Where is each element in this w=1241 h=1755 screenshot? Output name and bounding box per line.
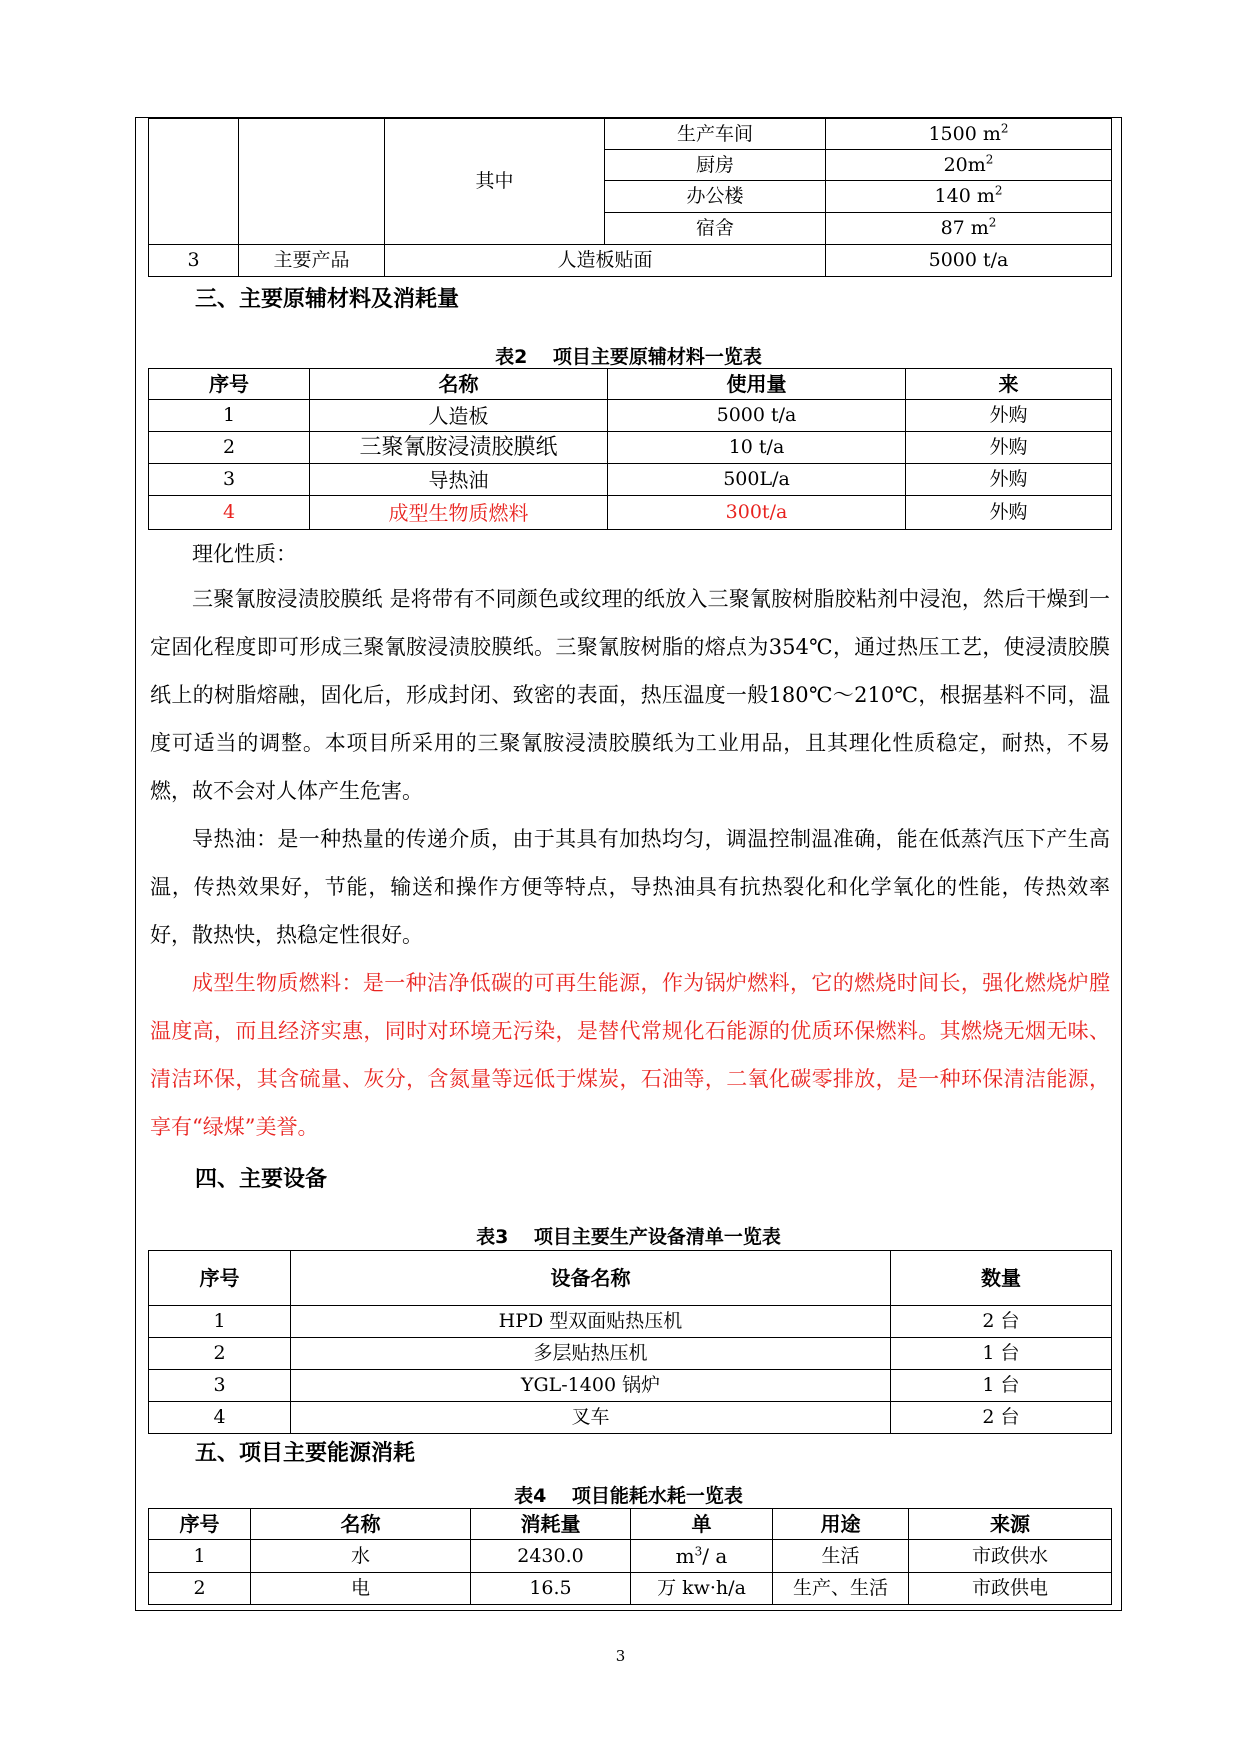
- table-header: 用途: [773, 1509, 909, 1540]
- table-cell: 5000 t/a: [608, 400, 906, 432]
- table-header: 序号: [149, 369, 310, 400]
- table-cell: YGL-1400 锅炉: [291, 1370, 891, 1402]
- page-number: 3: [615, 1647, 626, 1665]
- table-header: 使用量: [608, 369, 906, 400]
- table-cell: 140 $m^2$: [826, 181, 1112, 213]
- table-cell: 生产车间: [605, 119, 826, 150]
- table-cell: 2: [149, 432, 310, 464]
- table-cell: 500L/a: [608, 464, 906, 496]
- table-cell: 办公楼: [605, 181, 826, 213]
- properties-label: 理化性质：: [192, 542, 297, 566]
- table-header: 序号: [149, 1251, 291, 1306]
- table-cell: 成型生物质燃料: [310, 496, 608, 530]
- table-cell: [239, 119, 385, 245]
- table-cell: 4: [149, 1402, 291, 1434]
- equipment-table: [148, 1250, 1112, 1434]
- table-cell: 3: [149, 245, 239, 277]
- table-cell: HPD 型双面贴热压机: [291, 1306, 891, 1338]
- table-cell: 10 t/a: [608, 432, 906, 464]
- table-header: 设备名称: [291, 1251, 891, 1306]
- table-cell: 1: [149, 400, 310, 432]
- table-cell: 外购: [906, 400, 1112, 432]
- table-cell: $20m^2$: [826, 150, 1112, 181]
- table-cell: 1: [149, 1540, 251, 1573]
- table-cell: 水: [251, 1540, 471, 1573]
- table-cell: 1 台: [891, 1338, 1112, 1370]
- table-cell: 外购: [906, 496, 1112, 530]
- table-cell: 2: [149, 1338, 291, 1370]
- table-cell: 2 台: [891, 1306, 1112, 1338]
- table-cell: 1500 $m^2$: [826, 119, 1112, 150]
- table-header: 数量: [891, 1251, 1112, 1306]
- section-heading: 三、主要原辅材料及消耗量: [195, 287, 460, 312]
- table-cell: 人造板: [310, 400, 608, 432]
- table-cell: 16.5: [471, 1573, 631, 1605]
- table-cell: 87 $m^2$: [826, 213, 1112, 245]
- thermal-oil-paragraph: 导热油：是一种热量的传递介质，由于其具有加热均匀，调温控制温准确，能在低蒸汽压下产生高温，传热效果好，节能，输送和操作方便等特点，导热油具有抗热裂化和化学氧化的性能，传热效率好，散热快，热稳定性很好。: [150, 827, 1110, 947]
- table-cell: $m^3/$ a: [631, 1540, 773, 1573]
- table-cell: 多层贴热压机: [291, 1338, 891, 1370]
- table-cell: 外购: [906, 464, 1112, 496]
- table-cell: 市政供电: [909, 1573, 1112, 1605]
- table-cell: 宿舍: [605, 213, 826, 245]
- table-cell: 人造板贴面: [385, 245, 826, 277]
- table-caption: 表4 项目能耗水耗一览表: [514, 1485, 743, 1507]
- table-cell: 电: [251, 1573, 471, 1605]
- table-header: 名称: [310, 369, 608, 400]
- table-cell: 5000 t/a: [826, 245, 1112, 277]
- table-cell: 4: [149, 496, 310, 530]
- table-cell: 生活: [773, 1540, 909, 1573]
- table-cell: 3: [149, 464, 310, 496]
- table-caption: 表3 项目主要生产设备清单一览表: [476, 1226, 781, 1248]
- table-cell: 3: [149, 1370, 291, 1402]
- table-header: 名称: [251, 1509, 471, 1540]
- melamine-paragraph: 三聚氰胺浸渍胶膜纸 是将带有不同颜色或纹理的纸放入三聚氰胺树脂胶粘剂中浸泡，然后干燥到一定固化程度即可形成三聚氰胺浸渍胶膜纸。三聚氰胺树脂的熔点为354℃，通过热压工艺，使浸渍胶膜纸上的树脂熔融，固化后，形成封闭、致密的表面，热压温度一般180℃～210℃，根据基料不同，温度可适当的调整。本项目所采用的三聚氰胺浸渍胶膜纸为工业用品，且其理化性质稳定，耐热，不易燃，故不会对人体产生危害。: [150, 587, 1110, 803]
- table-cell: 叉车: [291, 1402, 891, 1434]
- section-heading: 四、主要设备: [195, 1167, 328, 1192]
- table-cell: 1: [149, 1306, 291, 1338]
- table-header: 消耗量: [471, 1509, 631, 1540]
- table-cell: 外购: [906, 432, 1112, 464]
- table-header: 单: [631, 1509, 773, 1540]
- table-cell: [149, 119, 239, 245]
- table-cell: 300t/a: [608, 496, 906, 530]
- table-header: 来源: [909, 1509, 1112, 1540]
- table-cell: 导热油: [310, 464, 608, 496]
- table-cell: 1 台: [891, 1370, 1112, 1402]
- table-cell: 生产、生活: [773, 1573, 909, 1605]
- table-cell: 主要产品: [239, 245, 385, 277]
- table-cell: 2: [149, 1573, 251, 1605]
- table-cell: 厨房: [605, 150, 826, 181]
- table-cell: 市政供水: [909, 1540, 1112, 1573]
- table-area-continuation: [148, 118, 1112, 277]
- table-cell: 三聚氰胺浸渍胶膜纸: [310, 432, 608, 464]
- section-heading: 五、项目主要能源消耗: [195, 1441, 416, 1466]
- table-cell: 2 台: [891, 1402, 1112, 1434]
- table-cell: 万 kw·h/a: [631, 1573, 773, 1605]
- table-header: 序号: [149, 1509, 251, 1540]
- table-header: 来: [906, 369, 1112, 400]
- biomass-fuel-paragraph: 成型生物质燃料：是一种洁净低碳的可再生能源，作为锅炉燃料，它的燃烧时间长，强化燃烧炉膛温度高，而且经济实惠，同时对环境无污染，是替代常规化石能源的优质环保燃料。其燃烧无烟无味、清洁环保，其含硫量、灰分，含氮量等远低于煤炭，石油等，二氧化碳零排放，是一种环保清洁能源，享有“绿煤”美誉。: [150, 971, 1110, 1139]
- table-caption: 表2 项目主要原辅材料一览表: [495, 346, 762, 368]
- qizhong-cell: 其中: [385, 119, 605, 245]
- table-cell: 2430.0: [471, 1540, 631, 1573]
- materials-table: [148, 368, 1112, 530]
- energy-table: [148, 1508, 1112, 1605]
